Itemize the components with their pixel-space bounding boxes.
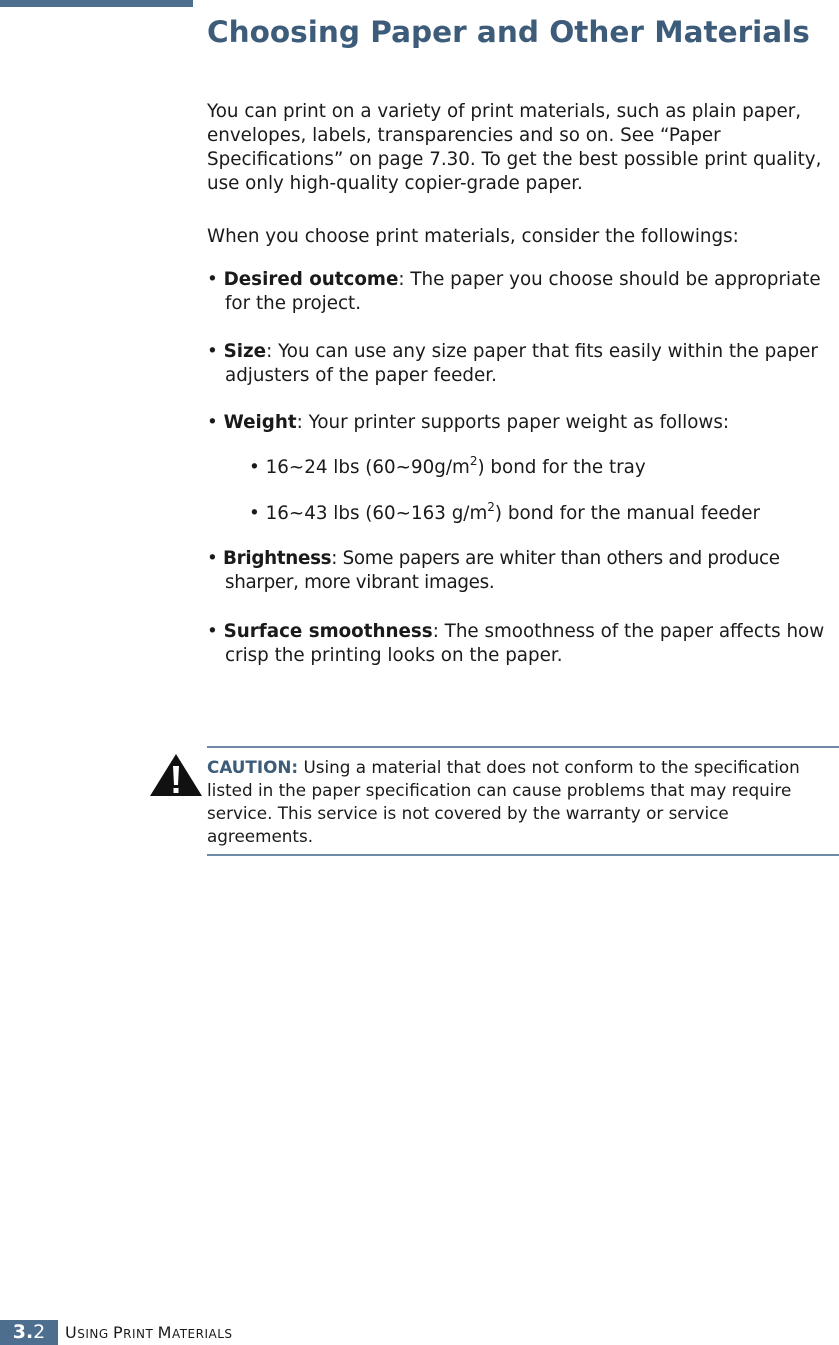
weight-tray: • 16~24 lbs $(60\sim 90g/m^2)$ bond for the tray (249, 454, 646, 478)
caution-bottom-rule (207, 854, 839, 856)
running-footer-section: USING PRINT MATERIALS (65, 1323, 233, 1342)
bullet-surface-smoothness: • Surface smoothness: The smoothness of the paper affects how crisp the printing looks on the paper. (207, 621, 825, 666)
bullet-term: Size (223, 341, 267, 362)
bullet-weight: • Weight: Your printer supports paper weight as follows: (207, 412, 730, 433)
bullet-term: Brightness (223, 548, 332, 569)
caution-note (207, 756, 839, 848)
bullet-text: : Your printer supports paper weight as follows: (296, 412, 730, 433)
page-title: Choosing Paper and Other Materials (207, 15, 810, 49)
weight-manual-feeder: • 16~43 lbs (60~163 $g/m^2$) bond for the manual feeder (249, 500, 760, 524)
bullet-desired-outcome: • Desired outcome: The paper you choose should be appropriate for the project. (207, 269, 821, 314)
bullet-size: • Size: You can use any size paper that fits easily within the paper adjusters of the paper feeder. (207, 341, 818, 386)
page-number-badge: 3.2 (0, 1320, 58, 1345)
bullet-text: : Some papers are whiter than others and produce sharper, more vibrant images. (225, 548, 780, 593)
intro-paragraph: You can print on a variety of print materials, such as plain paper, envelopes, labels, transparencies and so on. See “Paper Specifications” on page 7.30. To get the best possible print quality, use only high-quality copier-grade paper. (207, 101, 822, 194)
bullet-text: : The smoothness of the paper affects how crisp the printing looks on the paper. (225, 621, 825, 666)
bullet-brightness: • Brightness: Some papers are whiter than others and produce sharper, more vibrant images. (207, 548, 780, 593)
header-accent-bar (0, 0, 193, 7)
warning-triangle-icon (148, 752, 204, 798)
bullet-text: : You can use any size paper that fits easily within the paper adjusters of the paper feeder. (225, 341, 818, 386)
consider-paragraph: When you choose print materials, consider the followings: (207, 226, 739, 247)
caution-top-rule (207, 746, 839, 748)
caution-label: CAUTION: (207, 757, 299, 777)
bullet-term: Desired outcome (223, 269, 399, 290)
bullet-text: : The paper you choose should be appropriate for the project. (225, 269, 821, 314)
caution-text: Using a material that does not conform to the specification listed in the paper specification can cause problems that may require service. This service is not covered by the warranty or service agreements. (207, 757, 800, 846)
bullet-term: Weight (223, 412, 297, 433)
bullet-term: Surface smoothness (223, 621, 433, 642)
